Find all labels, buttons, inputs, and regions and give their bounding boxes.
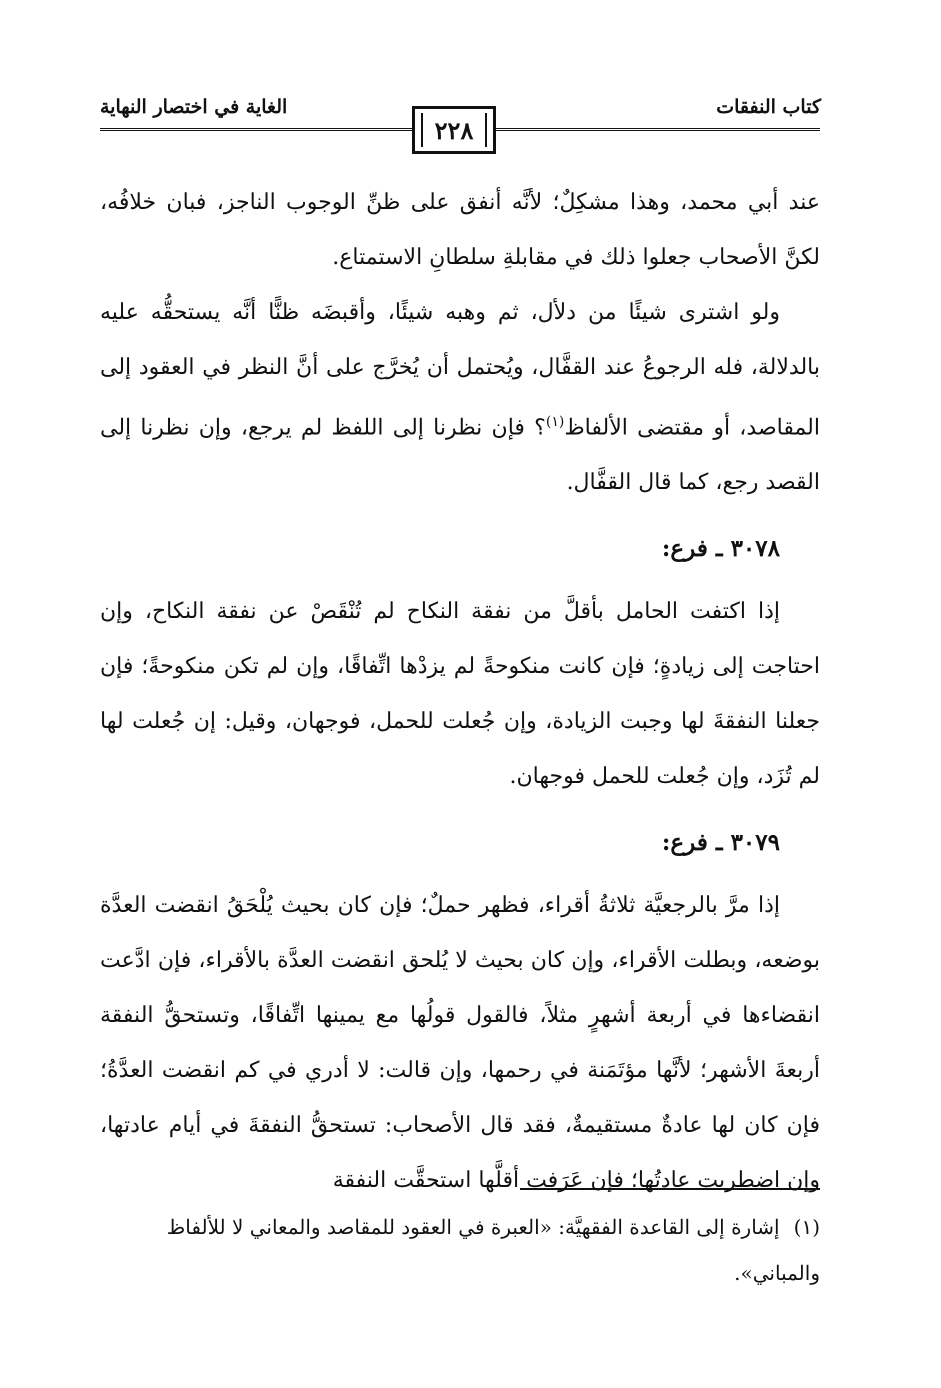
page-number: ٢٢٨ [434,115,474,145]
paragraph-2 [100,285,820,510]
paragraph-2-text: ولو اشترى شيئًا من دلأل، ثم وهبه شيئًا، وأقبضَه ظنًّا أنَّه يستحقُّه عليه بالدلالة، فله الرجوعُ عند القفَّال، ويُحتمل أن يُخرَّج على أنَّ النظر في العقود إلى المقاصد، أو مقتضى الألفاظ [100,300,820,441]
paragraph-1: عند أبي محمد، وهذا مشكِلٌ؛ لأنَّه أنفق على ظنِّ الوجوب الناجز، فبان خلافُه، لكنَّ الأصحاب جعلوا ذلك في مقابلةِ سلطانِ الاستمتاع. [100,190,820,270]
paragraph-2-tail: ؟ فإن نظرنا إلى اللفظ لم يرجع، وإن نظرنا إلى القصد رجع، كما قال القفَّال. [100,415,820,496]
footnote [100,1204,820,1296]
page-number-frame [412,106,496,154]
paragraph-4: إذا مرَّ بالرجعيَّة ثلاثةُ أقراء، فظهر حملٌ؛ فإن كان بحيث يُلْحَقُ انقضت العدَّة بوضعه، وبطلت الأقراء، وإن كان بحيث لا يُلحق انقضت العدَّة بالأقراء، فإن ادَّعت انقضاءها في أربعة أشهرٍ مثلاً، فالقول قولُها مع يمينها اتِّفاقًا، وتستحقُّ النفقة أربعةَ الأشهر؛ لأنَّها مؤتَمَنة في رحمها، وإن قالت: لا أدري في كم انقضت العدَّةُ؛ فإن كان لها عادةٌ مستقيمةٌ، فقد قال الأصحاب: تستحقُّ النفقةَ في أيام عادتها، وإن اضطربت عادتُها؛ فإن عَرَفت أقلَّها استحقَّت النفقة [100,893,820,1194]
footnote-text: إشارة إلى القاعدة الفقهيَّة: «العبرة في العقود للمقاصد والمعاني لا للألفاظ والمباني». [166,1215,820,1285]
running-header-chapter: كتاب النفقات [716,96,821,118]
running-header-book-title: الغاية في اختصار النهاية [100,96,288,118]
footnote-reference: (١) [545,414,565,430]
section-heading-3079: ٣٠٧٩ ـ فرع: [661,829,780,857]
section-heading-3078: ٣٠٧٨ ـ فرع: [661,535,780,563]
paragraph-3: إذا اكتفت الحامل بأقلَّ من نفقة النكاح لم تُنْقَصْ عن نفقة النكاح، وإن احتاجت إلى زيادةٍ؛ فإن كانت منكوحةً لم يزدْها اتِّفاقًا، وإن لم تكن منكوحةً؛ فإن جعلنا النفقةَ لها وجبت الزيادة، وإن جُعلت للحمل، فوجهان، وقيل: إن جُعلت لها لم تُزَد، وإن جُعلت للحمل فوجهان. [100,599,820,790]
main-text [100,175,820,1208]
footnote-number: (١) [793,1215,820,1239]
footnote-rule [520,1188,820,1190]
